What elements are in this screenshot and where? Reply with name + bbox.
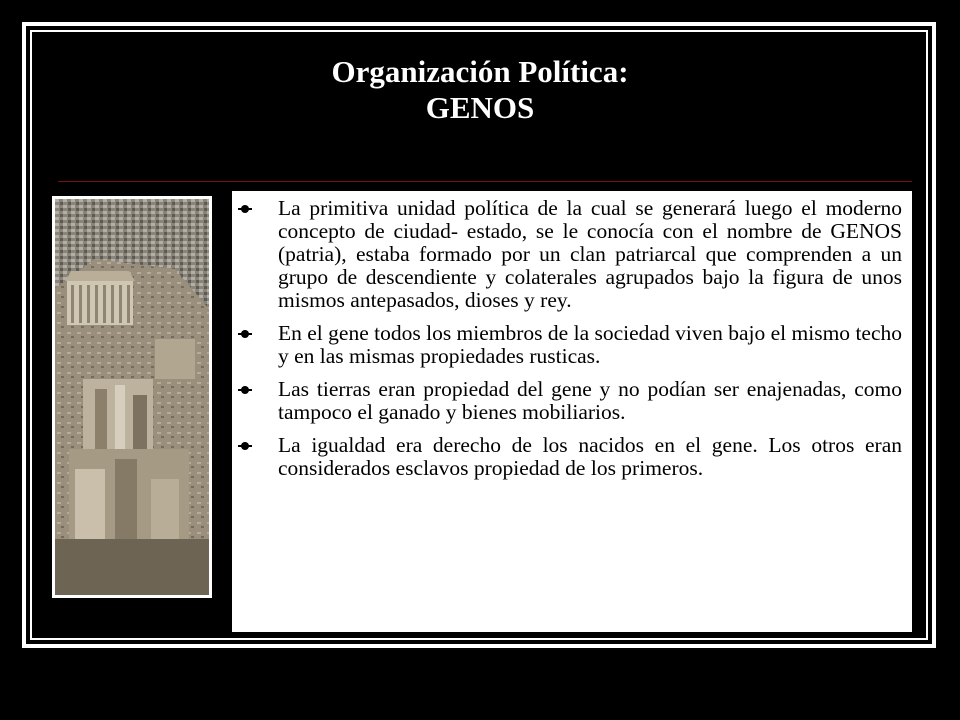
title-line-1: Organización Política: [331, 54, 629, 89]
acropolis-illustration [55, 199, 209, 595]
slide-title [0, 54, 960, 126]
bullet-icon [241, 205, 249, 213]
title-divider [58, 181, 912, 182]
list-item [232, 378, 912, 424]
content-panel [232, 191, 912, 632]
bullet-list [232, 197, 912, 480]
list-item [232, 322, 912, 368]
title-line-2: GENOS [425, 90, 535, 125]
bullet-text: En el gene todos los miembros de la sociedad viven bajo el mismo techo y en las mismas propiedades rusticas. [278, 321, 902, 368]
list-item [232, 197, 912, 312]
list-item [232, 434, 912, 480]
bullet-text: La igualdad era derecho de los nacidos en el gene. Los otros eran considerados esclavos propiedad de los primeros. [278, 433, 902, 480]
bullet-icon [241, 330, 249, 338]
bullet-text: Las tierras eran propiedad del gene y no podían ser enajenadas, como tampoco el ganado y bienes mobiliarios. [278, 377, 902, 424]
bullet-text: La primitiva unidad política de la cual se generará luego el moderno concepto de ciudad- estado, se le conocía con el nombre de GENOS (patria), estaba formado por un clan patriarcal que comprenden a un grupo de descendiente y colaterales agrupados bajo la figura de unos mismos antepasados, dioses y rey. [278, 196, 902, 312]
acropolis-photo [52, 196, 212, 598]
bullet-icon [241, 386, 249, 394]
bullet-icon [241, 442, 249, 450]
